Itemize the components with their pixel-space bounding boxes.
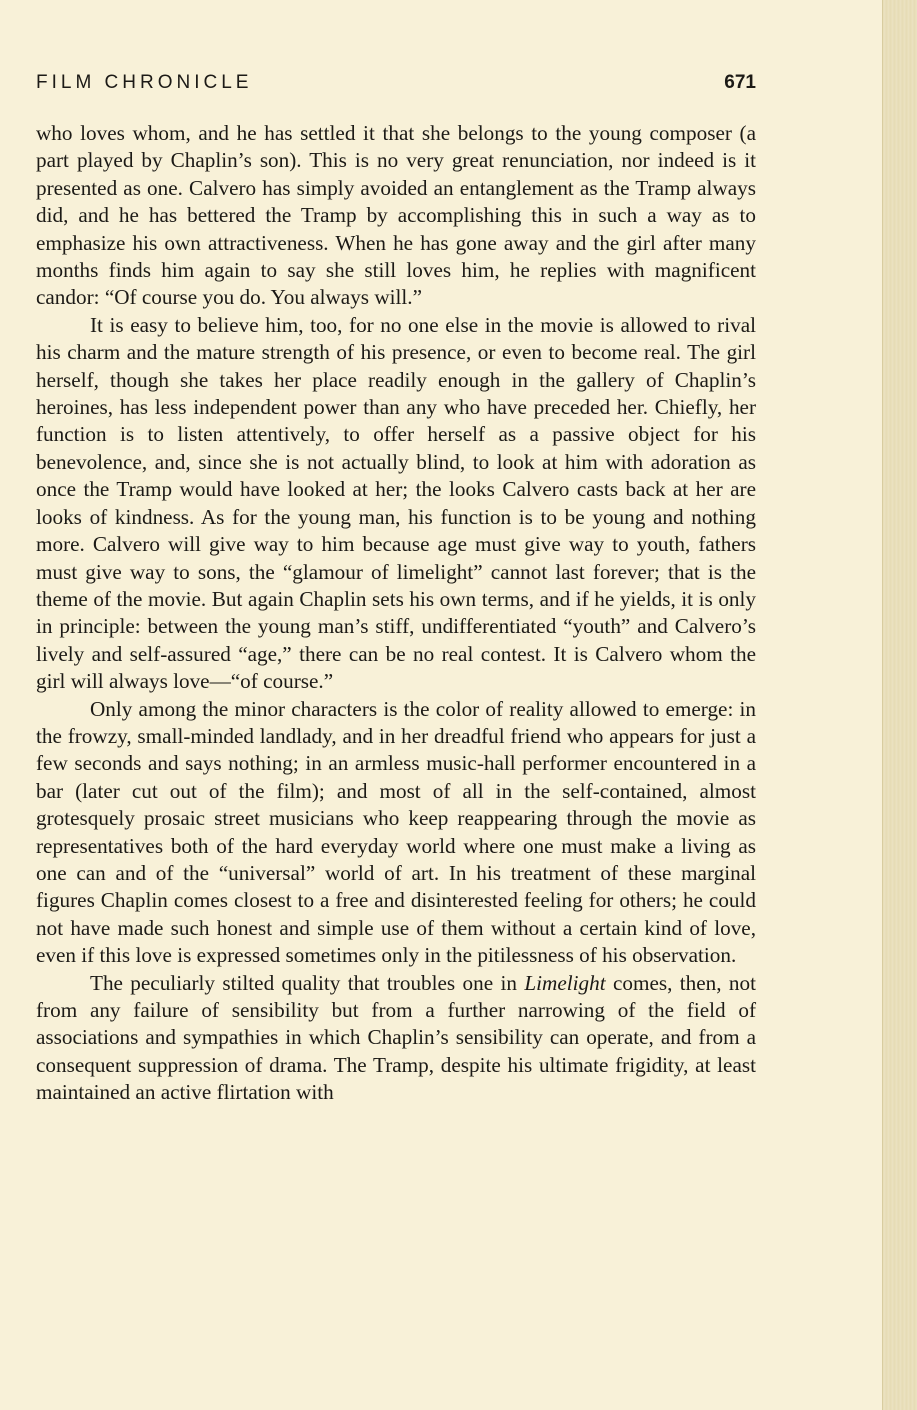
running-head: FILM CHRONICLE	[36, 72, 253, 93]
paragraph-1: who loves whom, and he has settled it that she belongs to the young composer (a part played by Chaplin’s son). This is no very great renunciation, nor indeed is it presented as one. Calvero has simply avoided an entanglement as the Tramp always did, and he has bettered the Tramp by accomplishing this in such a way as to emphasize his own attractiveness. When he has gone away and the girl after many months finds him again to say she still loves him, he replies with magnificent candor: “Of course you do. You always will.”	[36, 121, 756, 310]
page-binding-edge	[882, 0, 917, 1410]
page-number: 671	[724, 72, 756, 93]
paragraph-3: Only among the minor characters is the color of reality allowed to emerge: in the frowzy, small-minded landlady, and in her dreadful friend who appears for just a few seconds and says nothing; in an armless music-hall performer encountered in a bar (later cut out of the film); and most of all in the self-contained, almost grotesquely prosaic street musicians who keep reappearing through the movie as representatives both of the hard everyday world where one must make a living as one can and of the “universal” world of art. In his treatment of these marginal figures Chaplin comes closest to a free and disinterested feeling for others; he could not have made such honest and simple use of them without a certain kind of love, even if this love is expressed sometimes only in the pitilessness of his observation.	[36, 696, 756, 968]
paragraph-4-text-after: comes, then, not from any failure of sensibility but from a further narrowing of the field of associations and sympathies in which Chaplin’s sensibility can operate, and from a consequent suppression of drama. The Tramp, despite his ultimate frigidity, at least maintained an active flirtation with	[36, 970, 756, 1105]
paragraph-4-text-before: The peculiarly stilted quality that troubles one in	[90, 970, 525, 995]
page-header	[36, 72, 756, 102]
paragraph-2: It is easy to believe him, too, for no one else in the movie is allowed to rival his charm and the mature strength of his presence, or even to become real. The girl herself, though she takes her place readily enough in the gallery of Chaplin’s heroines, has less independent power than any who have preceded her. Chiefly, her function is to listen attentively, to offer herself as a passive object for his benevolence, and, since she is not actually blind, to look at him with adoration as once the Tramp would have looked at her; the looks Calvero casts back at her are looks of kindness. As for the young man, his function is to be young and nothing more. Calvero will give way to him because age must give way to youth, fathers must give way to sons, the “glamour of limelight” cannot last forever; that is the theme of the movie. But again Chaplin sets his own terms, and if he yields, it is only in principle: between the young man’s stiff, undifferentiated “youth” and Calvero’s lively and self-assured “age,” there can be no real contest. It is Calvero whom the girl will always love—“of course.”	[36, 312, 756, 694]
film-title-limelight: Limelight	[524, 970, 606, 995]
paragraph-4	[36, 970, 756, 1107]
body-text	[36, 120, 756, 1107]
